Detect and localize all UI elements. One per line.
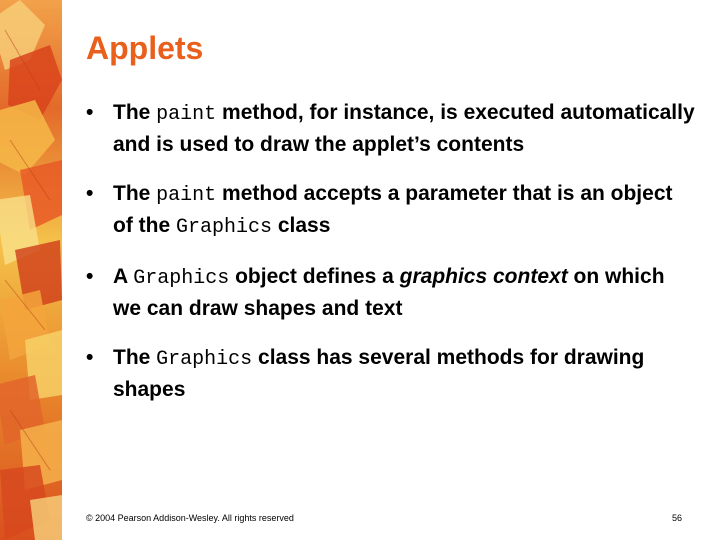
code-text: Graphics xyxy=(176,216,273,239)
autumn-leaves-decoration xyxy=(0,0,62,540)
bullet-marker: • xyxy=(86,101,94,124)
bullet-list xyxy=(86,98,698,424)
bullet-item xyxy=(86,343,698,405)
bullet-marker: • xyxy=(86,182,94,205)
bullet-text: on which we can draw shapes and text xyxy=(113,265,665,320)
leaves-image xyxy=(0,0,62,540)
bullet-text: The xyxy=(113,182,157,205)
page-number: 56 xyxy=(672,513,683,523)
code-text: paint xyxy=(156,103,217,126)
bullet-text: The xyxy=(113,346,157,369)
bullet-text: object defines a xyxy=(229,265,400,288)
bullet-marker: • xyxy=(86,346,94,369)
code-text: Graphics xyxy=(156,348,253,371)
footer-copyright: © 2004 Pearson Addison-Wesley. All rights reserved xyxy=(86,513,294,523)
bullet-marker: • xyxy=(86,265,94,288)
slide-title: Applets xyxy=(86,30,204,66)
bullet-item xyxy=(86,262,698,324)
bullet-text: method accepts a parameter that is an object of the xyxy=(113,182,673,237)
bullet-text: class has several methods for drawing shapes xyxy=(113,346,645,401)
bullet-text: The xyxy=(113,101,157,124)
emphasis-text: graphics context xyxy=(399,265,568,288)
code-text: Graphics xyxy=(133,267,230,290)
bullet-text: method, for instance, is executed automatically and is used to draw the applet’s contents xyxy=(113,101,695,156)
code-text: paint xyxy=(156,184,217,207)
bullet-text: A xyxy=(113,265,134,288)
bullet-item xyxy=(86,179,698,243)
bullet-text: class xyxy=(272,214,331,237)
bullet-item xyxy=(86,98,698,160)
